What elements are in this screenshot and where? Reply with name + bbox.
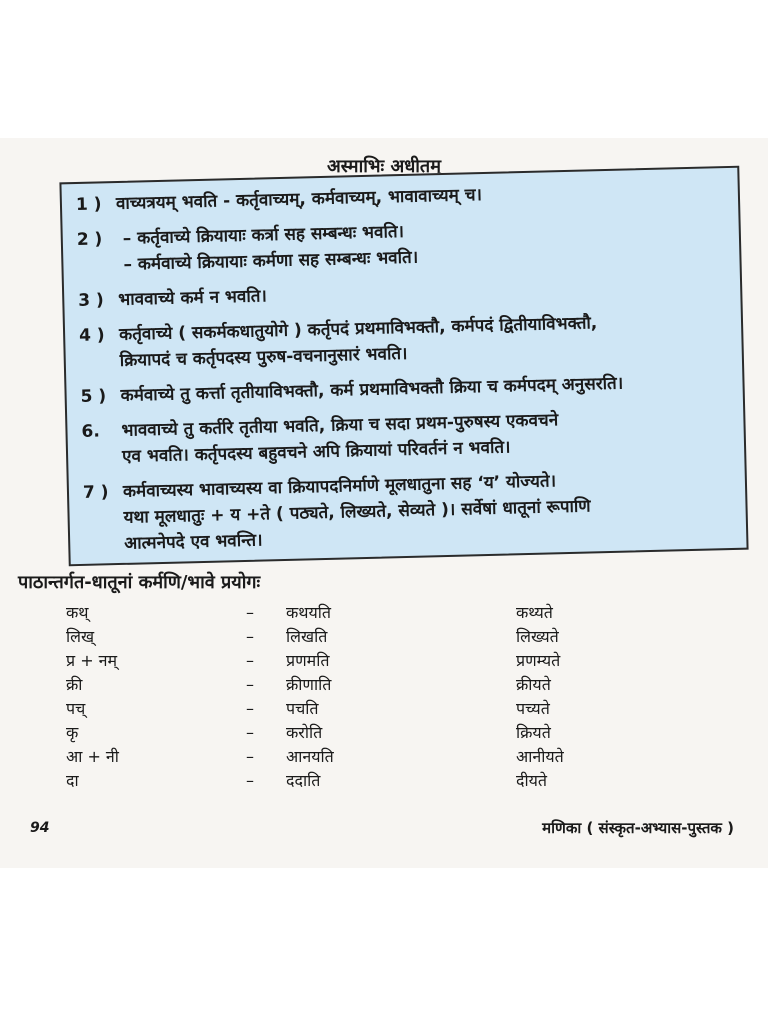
verb-dash: –: [246, 698, 254, 718]
rule-item: [83, 464, 733, 558]
section-title: पाठान्तर्गत-धातूनां कर्मणि/भावे प्रयोगः: [18, 572, 261, 593]
summary-box: [59, 166, 748, 566]
rule-text: वाच्यत्रयम् भवति - कर्तृवाच्यम्, कर्मवाच्यम्, भावावाच्यम् च।: [115, 185, 483, 214]
page-heading: अस्माभिः अधीतम्: [327, 156, 441, 177]
verb-active-form: आनयति: [286, 747, 334, 766]
verb-passive-form: प्रणम्यते: [516, 651, 561, 670]
verb-row: [66, 600, 626, 624]
verb-active-form: लिखति: [286, 627, 328, 646]
rule-item: [77, 211, 726, 279]
verb-active-form: ददाति: [286, 771, 321, 790]
verb-active-form: कथयति: [286, 603, 332, 622]
verb-passive-form: क्रियते: [516, 723, 551, 742]
rule-number: 3 ): [78, 290, 105, 311]
rule-number: 1 ): [75, 194, 102, 215]
verb-row: [66, 768, 626, 792]
verb-row: [66, 672, 626, 696]
verb-root: कृ: [66, 723, 79, 742]
verb-passive-form: कथ्यते: [516, 603, 553, 622]
verb-row: [66, 648, 626, 672]
verb-row: [66, 744, 626, 768]
verb-table: [66, 600, 626, 792]
rule-item: [76, 176, 724, 218]
verb-active-form: प्रणमति: [286, 651, 330, 670]
textbook-page: [0, 138, 768, 868]
rule-text: यथा मूलधातुः + य +ते ( पठ्यते, लिख्यते, सेव्यते )। सर्वेषां धातूनां रूपाणि: [123, 496, 591, 528]
verb-root: पच्: [66, 699, 86, 718]
book-title: मणिका ( संस्कृत-अभ्यास-पुस्तक ): [542, 819, 734, 837]
verb-row: [66, 696, 626, 720]
verb-passive-form: क्रीयते: [516, 675, 551, 694]
verb-passive-form: लिख्यते: [516, 627, 559, 646]
verb-dash: –: [246, 626, 254, 646]
rule-text: क्रियापदं च कर्तृपदस्य पुरुष-वचनानुसारं भवति।: [119, 343, 408, 371]
verb-passive-form: पच्यते: [516, 699, 550, 718]
verb-passive-form: दीयते: [516, 771, 548, 790]
rule-item: [79, 307, 728, 375]
rule-item: [78, 272, 726, 314]
verb-dash: –: [246, 650, 254, 670]
page-number: 94: [30, 820, 50, 836]
rule-number: 7 ): [82, 482, 109, 503]
rule-text: – कर्मवाच्ये क्रियायाः कर्मणा सह सम्बन्धः भवति।: [123, 247, 419, 275]
verb-dash: –: [246, 602, 254, 622]
verb-dash: –: [246, 722, 254, 742]
verb-root: दा: [66, 771, 79, 790]
rule-text: कर्मवाच्ये तु कर्त्ता तृतीयाविभक्तौ, कर्म प्रथमाविभक्तौ क्रिया च कर्मपदम् अनुसरति।: [120, 373, 624, 406]
rule-number: 2 ): [76, 229, 103, 250]
verb-passive-form: आनीयते: [516, 747, 564, 766]
rule-text: कर्मवाच्यस्य भावाच्यस्य वा क्रियापदनिर्माणे मूलधातुना सह ‘य’ योज्यते।: [122, 471, 557, 502]
rule-text: आत्मनेपदे एव भवन्ति।: [124, 530, 263, 554]
rule-text: – कर्तृवाच्ये क्रियायाः कर्त्रा सह सम्बन्धः भवति।: [122, 221, 405, 249]
verb-root: कथ्: [66, 603, 89, 622]
verb-row: [66, 624, 626, 648]
rule-number: 5 ): [80, 386, 107, 407]
verb-active-form: क्रीणाति: [286, 675, 332, 694]
rule-number: 4 ): [78, 325, 105, 346]
verb-root: आ + नी: [66, 747, 119, 766]
verb-dash: –: [246, 746, 254, 766]
verb-row: [66, 720, 626, 744]
verb-active-form: करोति: [286, 723, 323, 742]
verb-root: प्र + नम्: [66, 651, 118, 670]
rule-item: [81, 403, 730, 471]
verb-dash: –: [246, 770, 254, 790]
verb-active-form: पचति: [286, 699, 319, 718]
verb-dash: –: [246, 674, 254, 694]
rule-text: भाववाच्ये कर्म न भवति।: [118, 286, 268, 310]
rule-text: एव भवति। कर्तृपदस्य बहुवचने अपि क्रियायां परिवर्तनं न भवति।: [121, 437, 511, 467]
verb-root: लिख्: [66, 627, 95, 646]
verb-root: क्री: [66, 675, 83, 694]
rule-item: [80, 368, 728, 410]
rule-text: भाववाच्ये तु कर्तरि तृतीया भवति, क्रिया च सदा प्रथम-पुरुषस्य एकवचने: [121, 410, 559, 441]
rule-text: कर्तृवाच्ये ( सकर्मकधातुयोगे ) कर्तृपदं प्रथमाविभक्तौ, कर्मपदं द्वितीयाविभक्तौ,: [118, 313, 598, 345]
rule-number: 6.: [81, 421, 101, 442]
